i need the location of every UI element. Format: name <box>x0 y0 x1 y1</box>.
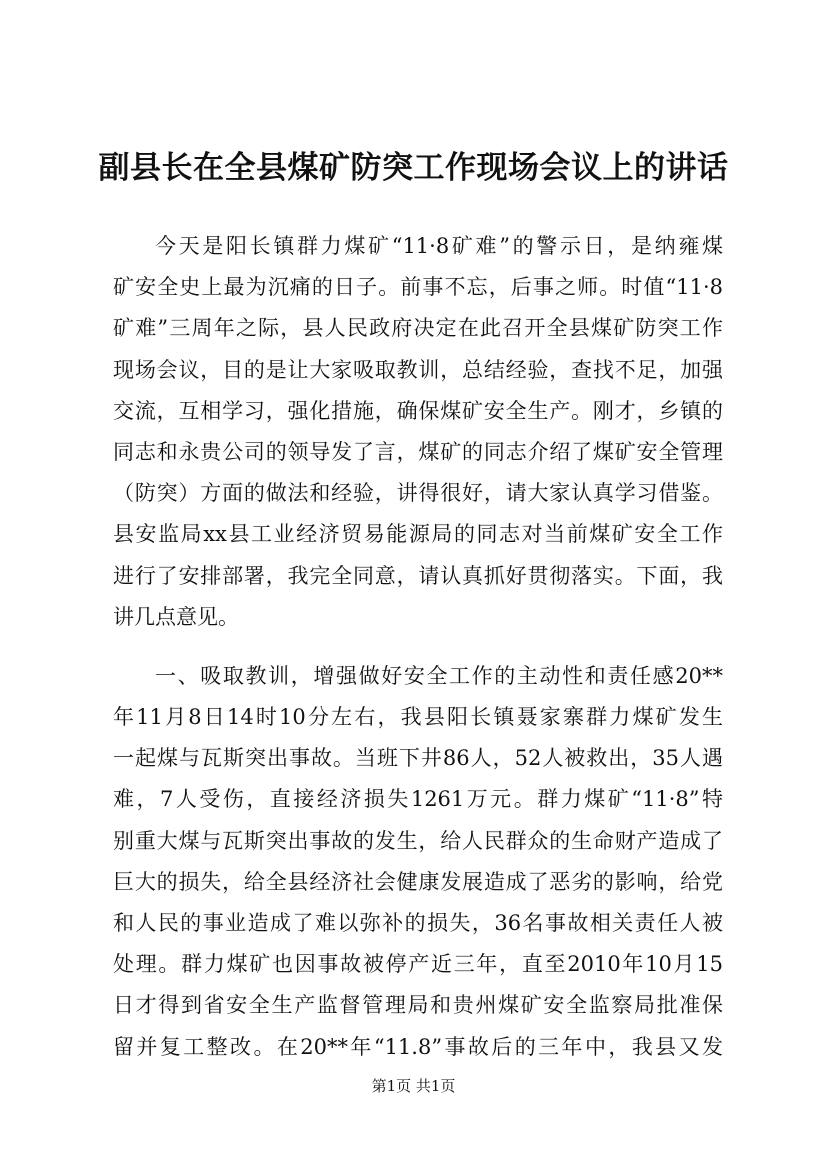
page-footer: 第1页 共1页 <box>371 1077 456 1095</box>
text-line: 现场会议，目的是让大家吸取教训，总结经验，查找不足，加强 <box>113 357 723 382</box>
text-line: 一、吸取教训，增强做好安全工作的主动性和责任感20** <box>155 663 723 688</box>
text-line: 留并复工整改。在20**年“11.8”事故后的三年中，我县又发 <box>113 1034 723 1059</box>
document-body <box>113 226 723 1068</box>
text-line: 别重大煤与瓦斯突出事故的发生，给人民群众的生命财产造成了 <box>113 828 723 853</box>
text-line: 县安监局xx县工业经济贸易能源局的同志对当前煤矿安全工作 <box>113 522 723 547</box>
document-title: 副县长在全县煤矿防突工作现场会议上的讲话 <box>98 150 729 186</box>
text-line: 巨大的损失，给全县经济社会健康发展造成了恶劣的影响，给党 <box>113 869 723 894</box>
text-line: 交流，互相学习，强化措施，确保煤矿安全生产。刚才，乡镇的 <box>113 398 723 423</box>
text-line: （防突）方面的做法和经验，讲得很好，请大家认真学习借鉴。 <box>113 481 723 506</box>
text-line: 矿难”三周年之际，县人民政府决定在此召开全县煤矿防突工作 <box>113 316 723 341</box>
text-line: 今天是阳长镇群力煤矿“11·8矿难”的警示日，是纳雍煤 <box>155 234 723 258</box>
text-line: 处理。群力煤矿也因事故被停产近三年，直至2010年10月15 <box>113 952 723 977</box>
text-line: 日才得到省安全生产监督管理局和贵州煤矿安全监察局批准保 <box>113 993 723 1018</box>
paragraph-intro <box>113 226 723 638</box>
text-line: 年11月8日14时10分左右，我县阳长镇聂家寨群力煤矿发生 <box>113 705 723 730</box>
text-line: 和人民的事业造成了难以弥补的损失，36名事故相关责任人被 <box>113 911 723 935</box>
paragraph-gap <box>113 638 723 656</box>
text-line: 同志和永贵公司的领导发了言，煤矿的同志介绍了煤矿安全管理 <box>113 439 723 464</box>
text-line: 讲几点意见。 <box>113 604 239 629</box>
text-line: 难，7人受伤，直接经济损失1261万元。群力煤矿“11·8”特 <box>113 787 723 812</box>
text-line: 一起煤与瓦斯突出事故。当班下井86人，52人被救出，35人遇 <box>113 746 723 771</box>
text-line: 矿安全史上最为沉痛的日子。前事不忘，后事之师。时值“11·8 <box>113 275 723 300</box>
text-line: 进行了安排部署，我完全同意，请认真抓好贯彻落实。下面，我 <box>113 563 723 588</box>
paragraph-section-one <box>113 656 723 1068</box>
